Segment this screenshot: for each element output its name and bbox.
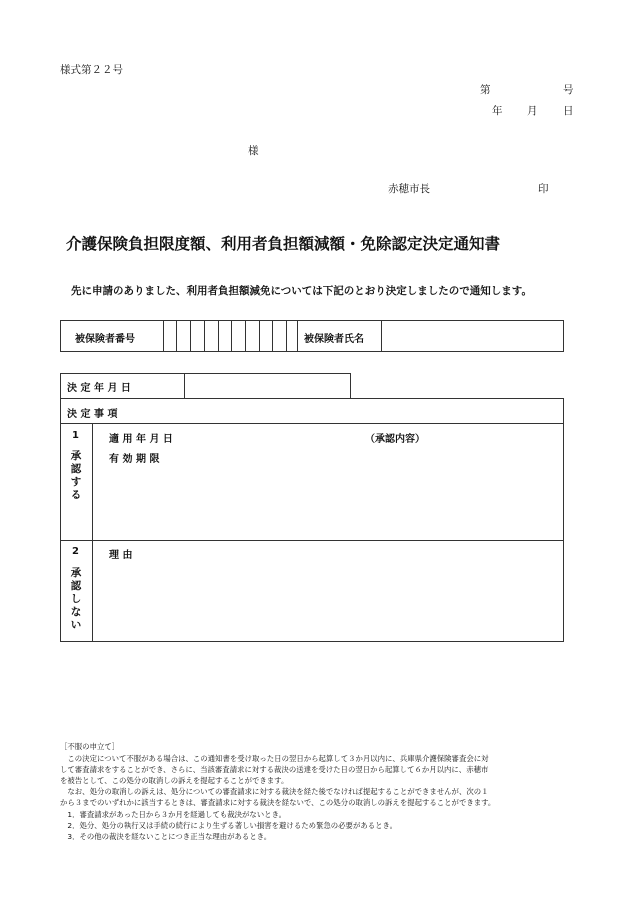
date-month: 月 [527, 105, 538, 117]
section2-vertical-label: 承認しない [70, 567, 82, 631]
insured-name-label: 被保険者氏名 [304, 334, 364, 345]
name-divider [381, 320, 382, 352]
notes-line: 2．処分、処分の執行又は手続の続行により生ずる著しい損害を避けるため緊急の必要があるとき。 [60, 821, 397, 830]
digit-divider [286, 320, 287, 352]
digit-divider [176, 320, 177, 352]
number-prefix: 第 [480, 84, 491, 96]
digit-divider [245, 320, 246, 352]
notes-heading: ［不服の申立て］ [60, 742, 120, 751]
issuer: 赤穂市長 [388, 183, 430, 195]
document-title: 介護保険負担限度額、利用者負担額減額・免除認定決定通知書 [66, 235, 501, 253]
approval-contents-label: （承認内容） [365, 434, 425, 445]
digit-divider [231, 320, 232, 352]
form-number: 様式第２２号 [60, 64, 123, 76]
section1-number: 1 [72, 430, 79, 441]
notes-line: 1．審査請求があった日から３か月を経過しても裁決がないとき。 [60, 810, 287, 819]
section-number-divider [92, 423, 93, 642]
digit-divider [204, 320, 205, 352]
digit-divider [163, 320, 164, 352]
digit-divider [297, 320, 298, 352]
lead-text: 先に申請のありました、利用者負担額減免については下記のとおり決定しましたので通知します。 [71, 285, 532, 297]
notes-line: から３までのいずれかに該当するときは、審査請求に対する裁決を経ないで、この処分の取消しの訴えを提起することができます。 [60, 798, 496, 807]
notes-line: して審査請求をすることができ、さらに、当該審査請求に対する裁決の送達を受けた日の翌日から起算して６か月以内に、赤穂市 [60, 765, 489, 774]
notes-line: を被告として、この処分の取消しの訴えを提起することができます。 [60, 776, 289, 785]
notes-line: なお、処分の取消しの訴えは、処分についての審査請求に対する裁決を経た後でなければ提起することができませんが、次の１ [60, 787, 489, 796]
digit-divider [272, 320, 273, 352]
seal-mark: 印 [538, 183, 549, 195]
digit-divider [190, 320, 191, 352]
number-suffix: 号 [563, 84, 574, 96]
section-divider [60, 540, 564, 541]
section1-vertical-label: 承認する [70, 450, 82, 501]
applied-date-label: 適 用 年 月 日 [109, 434, 173, 445]
notes-line: この決定について不服がある場合は、この通知書を受け取った日の翌日から起算して３か月以内に、兵庫県介護保険審査会に対 [60, 754, 489, 763]
decision-date-divider [184, 373, 185, 399]
insured-number-label: 被保険者番号 [75, 334, 135, 345]
digit-divider [218, 320, 219, 352]
notes-line: 3．その他の裁決を経ないことにつき正当な理由があるとき。 [60, 832, 272, 841]
recipient-suffix: 様 [248, 145, 259, 157]
section2-number: 2 [72, 546, 79, 557]
valid-period-label: 有 効 期 限 [109, 454, 160, 465]
date-year: 年 [492, 105, 503, 117]
date-day: 日 [563, 105, 574, 117]
decision-date-label: 決 定 年 月 日 [67, 383, 131, 394]
reason-label: 理 由 [109, 550, 133, 561]
digit-divider [259, 320, 260, 352]
matters-header-line [60, 423, 564, 424]
decision-matters-label: 決 定 事 項 [67, 409, 118, 420]
